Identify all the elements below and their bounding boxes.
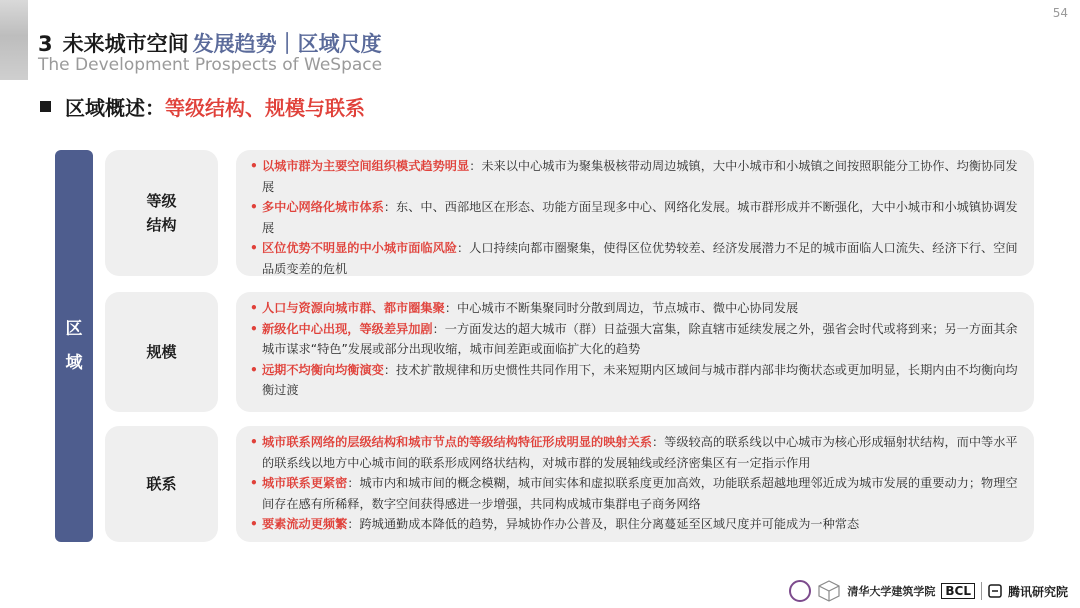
bullet-dot-icon: • [250,476,258,490]
title-number: 3 [38,32,53,56]
list-item: • 区位优势不明显的中小城市面临风险：人口持续向都市圈聚集，使得区位优势较差、经济发展潜力不足的城市面临人口流失、经济下行、空间品质变差的危机 [262,238,1020,279]
section-heading [40,92,365,121]
university-seal-icon [789,580,811,602]
list-item: • 人口与资源向城市群、都市圈集聚：中心城市不断集聚同时分散到周边，节点城市、微中心协同发展 [262,298,1020,319]
category-label: 规模 [146,343,177,361]
list-item: • 远期不均衡向均衡演变：技术扩散规律和历史惯性共同作用下，未来短期内区域间与城市群内部非均衡状态或更加明显，长期内由不均衡向均衡过渡 [262,360,1020,401]
category-box-connection [105,426,218,542]
cube-logo-icon [817,580,841,602]
footer-lab-logo: BCL [941,583,975,599]
list-item: • 新级化中心出现，等级差异加剧：一方面发达的超大城市（群）日益强大富集，除直辖市延续发展之外，强省会时代或将到来；另一方面其余城市谋求“特色”发展或部分出现收缩，城市间差距或面临扩大化的趋势 [262,319,1020,360]
bullet-dot-icon: • [250,241,258,255]
bullet-dot-icon: • [250,517,258,531]
region-label-char: 区 [65,319,83,339]
title-main: 未来城市空间 [62,32,189,56]
content-box-hierarchy [236,150,1034,276]
bullet-dot-icon: • [250,362,258,377]
bullet-dot-icon: • [250,321,258,336]
list-item: • 城市联系更紧密：城市内和城市间的概念模糊，城市间实体和虚拟联系度更加高效，功能联系超越地理邻近成为城市发展的重要动力；物理空间存在感有所稀释，数字空间获得感进一步增强，共同构成城市集群电子商务网络 [262,473,1020,514]
list-item: • 多中心网络化城市体系：东、中、西部地区在形态、功能方面呈现多中心、网络化发展。城市群形成并不断强化，大中小城市和小城镇协调发展 [262,197,1020,238]
category-box-hierarchy [105,150,218,276]
category-label: 等级结构 [146,192,177,234]
bullet-dot-icon: • [250,301,258,315]
footer-divider [981,582,982,600]
category-box-scale [105,292,218,412]
square-bullet-icon [40,101,51,112]
section-highlight: 等级结构、规模与联系 [165,96,365,120]
footer-logos [789,578,1068,604]
bullet-dot-icon: • [250,435,258,449]
list-item: • 城市联系网络的层级结构和城市节点的等级结构特征形成明显的映射关系：等级较高的联系线以中心城市为核心形成辐射状结构，而中等水平的联系线以地方中心城市间的联系形成网络状结构，对城市群的发展轴线或经济密集区有一定指示作用 [262,432,1020,473]
category-label: 联系 [146,475,177,493]
page-number: 54 [1052,6,1068,20]
title-sub: 发展趋势｜区域尺度 [192,32,382,56]
list-item: • 以城市群为主要空间组织模式趋势明显：未来以中心城市为聚集极核带动周边城镇，大中小城市和小城镇之间按照职能分工协作、均衡协同发展 [262,156,1020,197]
tencent-logo-icon [988,584,1002,598]
list-item: • 要素流动更频繁：跨城通勤成本降低的趋势，异城协作办公普及，职住分离蔓延至区域尺度并可能成为一种常态 [262,514,1020,535]
bullet-dot-icon: • [250,159,258,173]
content-box-scale [236,292,1034,412]
footer-school-name: 清华大学建筑学院 [847,585,936,598]
bullet-dot-icon: • [250,200,258,214]
page-title [38,28,382,58]
content-box-connection [236,426,1034,542]
section-label: 区域概述： [65,96,165,120]
footer-tencent-name: 腾讯研究院 [1007,584,1068,599]
subtitle-english: The Development Prospects of WeSpace [38,55,383,75]
region-label-bar [55,150,93,542]
corner-photo [0,0,28,80]
region-label-char: 域 [65,353,83,373]
